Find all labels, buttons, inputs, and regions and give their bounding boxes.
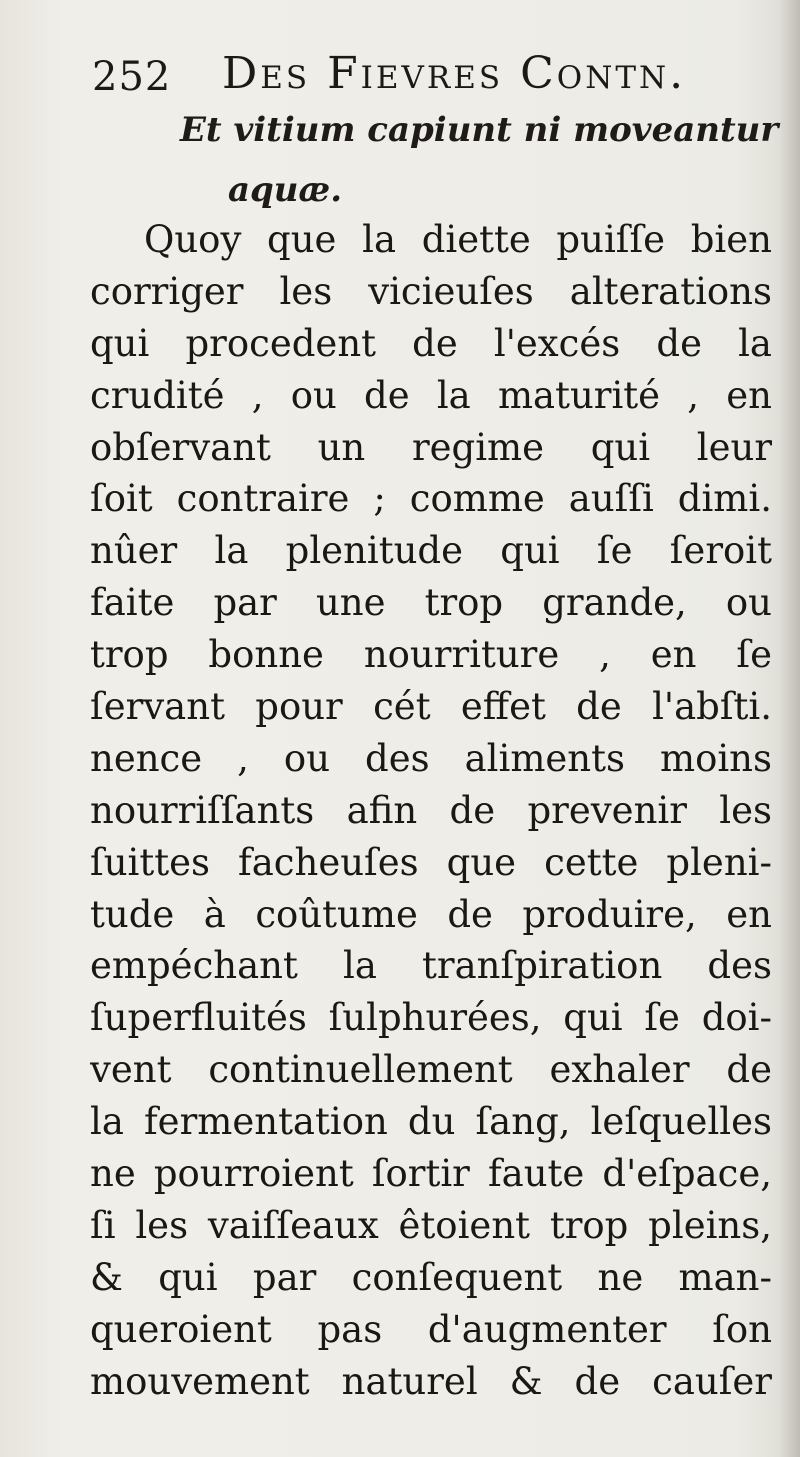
text-line: ſuittes facheuſes que cette pleni-: [90, 840, 772, 884]
text-line: queroient pas d'augmenter ſon: [90, 1307, 772, 1351]
text-line: ſi les vaiſſeaux êtoient trop pleins,: [90, 1203, 772, 1247]
text-line: obſervant un regime qui leur: [90, 425, 772, 469]
verse-line: Et vitium capiunt ni moveantur: [180, 110, 779, 150]
text-line: ſervant pour cét effet de l'abſti.: [90, 685, 772, 729]
text-line: nence , ou des aliments moins: [90, 736, 772, 780]
text-line: faite par une trop grande, ou: [90, 581, 772, 625]
text-line: ſuperfluités ſulphurées, qui ſe doi-: [90, 996, 772, 1040]
body-paragraph: [90, 214, 772, 1407]
text-line: corriger les vicieuſes alterations: [90, 269, 772, 313]
running-head: [92, 44, 772, 104]
text-line: la fermentation du ſang, leſquelles: [90, 1100, 772, 1144]
text-line: crudité , ou de la maturité , en: [90, 373, 772, 417]
text-line: Quoy que la diette puiſſe bien: [144, 218, 772, 261]
text-line: trop bonne nourriture , en ſe: [90, 633, 772, 677]
text-line: mouvement naturel & de cauſer: [90, 1359, 772, 1403]
verse-line: aquæ.: [228, 170, 343, 210]
text-line: qui procedent de l'excés de la: [90, 321, 772, 365]
running-head-title: Des Fievres Contn.: [222, 48, 687, 99]
text-line: vent continuellement exhaler de: [90, 1048, 772, 1092]
text-line: ne pourroient ſortir faute d'eſpace,: [90, 1152, 772, 1196]
text-line: nourriſſants afin de prevenir les: [90, 788, 772, 832]
latin-verse-quote: [180, 100, 780, 220]
text-line: tude à coûtume de produire, en: [90, 892, 772, 936]
text-line: empéchant la tranſpiration des: [90, 944, 772, 988]
text-line: nûer la plenitude qui ſe ſeroit: [90, 529, 772, 573]
text-line: ſoit contraire ; comme auſſi dimi.: [90, 477, 772, 521]
page-number: 252: [92, 54, 172, 100]
text-line: & qui par conſequent ne man-: [90, 1255, 772, 1299]
page-edge-shadow: [778, 0, 800, 1457]
